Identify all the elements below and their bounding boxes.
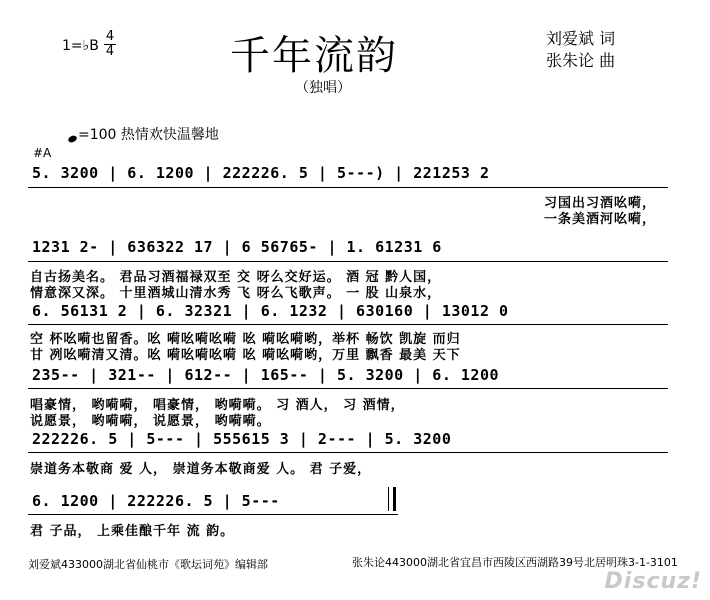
key-signature: 1=♭B — [62, 38, 99, 54]
footer-composer-address: 张朱论443000湖北省宜昌市西陵区西湖路39号北居明珠3-1-3101 — [352, 556, 678, 569]
score-row-6-lyric-1: 君 子品， 上乘佳酿千年 流 韵。 — [30, 524, 235, 539]
footer-lyricist-address: 刘爱斌433000湖北省仙桃市《歌坛词苑》编辑部 — [28, 558, 268, 571]
score-row-3-lyric-1: 空 杯吆嗬也留香。吆 嗬吆嗬吆嗬 吆 嗬吆嗬哟，举杯 畅饮 凯旋 而归 — [30, 332, 461, 347]
score-row-5-notes: 222226. 5 | 5--- | 555615 3 | 2--- | 5. 3200 — [32, 430, 452, 448]
score-row-4-lyric-1: 唱豪情， 哟嗬嗬， 唱豪情， 哟嗬嗬。 习 酒人， 习 酒情， — [30, 398, 405, 413]
tempo-text: =100 热情欢快温馨地 — [78, 127, 219, 143]
lyricist-credit: 刘爱斌 词 — [546, 29, 616, 48]
score-row-6-line — [28, 514, 398, 515]
key-mark: #A — [33, 146, 52, 160]
score-row-5-line — [28, 452, 668, 453]
score-row-4-lyric-2: 说愿景， 哟嗬嗬， 说愿景， 哟嗬嗬。 — [30, 414, 271, 429]
final-barline-thin — [388, 487, 389, 511]
score-row-3-lyric-2: 甘 冽吆嗬清又清。吆 嗬吆嗬吆嗬 吆 嗬吆嗬哟，万里 飘香 最美 天下 — [30, 348, 461, 363]
score-row-6-notes: 6. 1200 | 222226. 5 | 5--- — [32, 492, 280, 510]
score-row-4-line — [28, 388, 668, 389]
meter-top: 4 — [105, 29, 115, 44]
score-row-1-lyric-1: 习国出习酒吆嗬， — [544, 196, 657, 211]
time-signature — [103, 30, 117, 59]
score-row-3-line — [28, 324, 668, 325]
song-title: 千年流韵 — [230, 33, 398, 79]
tempo-marking — [68, 124, 219, 144]
score-row-1-line — [28, 187, 668, 188]
quarter-note-icon — [67, 134, 78, 143]
discuz-watermark: Discuz! — [604, 569, 702, 594]
score-row-5-lyric-1: 崇道务本敬商 爱 人， 崇道务本敬商爱 人。 君 子爱， — [30, 462, 372, 477]
score-row-3-notes: 6. 56131 2 | 6. 32321 | 6. 1232 | 630160 | 13012 0 — [32, 302, 509, 320]
score-row-4-notes: 235-- | 321-- | 612-- | 165-- | 5. 3200 | 6. 1200 — [32, 366, 500, 384]
score-row-1-notes: 5. 3200 | 6. 1200 | 222226. 5 | 5---) | 221253 2 — [32, 164, 490, 182]
score-row-2-lyric-2: 情意深又深。 十里酒城山清水秀 飞 呀么飞歌声。 一 股 山泉水， — [30, 286, 442, 301]
score-row-1-lyric-2: 一条美酒河吆嗬， — [544, 212, 657, 227]
score-row-2-notes: 1231 2- | 636322 17 | 6 56765- | 1. 61231 6 — [32, 238, 442, 256]
score-row-2-lyric-1: 自古扬美名。 君品习酒福禄双至 交 呀么交好运。 酒 冠 黔人国， — [30, 270, 442, 285]
score-row-2-line — [28, 261, 668, 262]
composer-credit: 张朱论 曲 — [546, 51, 616, 70]
final-barline — [393, 487, 396, 511]
song-subtitle: （独唱） — [295, 80, 351, 96]
meter-bottom: 4 — [105, 44, 115, 59]
